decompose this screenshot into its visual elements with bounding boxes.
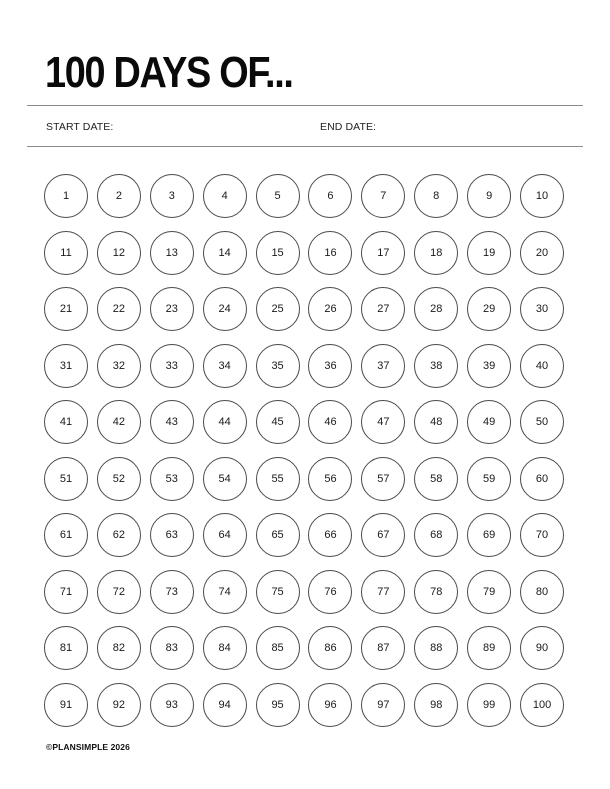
day-number: 39 (483, 359, 496, 372)
day-circle[interactable] (97, 231, 141, 275)
day-number: 78 (430, 585, 443, 598)
day-number: 95 (271, 698, 284, 711)
day-number: 66 (324, 529, 337, 541)
day-number: 90 (535, 642, 549, 654)
day-circle[interactable] (44, 457, 88, 501)
day-number: 7 (380, 190, 387, 202)
day-circle[interactable] (203, 513, 247, 557)
day-circle[interactable] (308, 513, 352, 557)
day-number: 60 (535, 472, 549, 485)
day-number: 57 (377, 472, 390, 485)
day-circle[interactable] (520, 344, 564, 388)
top-divider (27, 105, 583, 106)
day-number: 14 (218, 246, 231, 259)
day-number: 1 (62, 190, 70, 202)
day-number: 51 (59, 472, 73, 485)
day-number: 97 (377, 698, 390, 711)
day-circle[interactable] (97, 570, 141, 614)
day-number: 36 (324, 359, 337, 372)
day-circle[interactable] (308, 626, 352, 670)
day-circle[interactable] (520, 683, 564, 727)
day-circle[interactable] (150, 174, 194, 218)
day-number: 25 (271, 303, 284, 315)
day-number: 45 (271, 416, 284, 428)
day-circle[interactable] (414, 626, 458, 670)
day-circle[interactable] (467, 174, 511, 218)
day-circle[interactable] (414, 400, 458, 444)
day-circle[interactable] (308, 344, 352, 388)
day-number: 34 (218, 359, 231, 372)
day-circle[interactable] (308, 400, 352, 444)
day-number: 72 (112, 585, 126, 598)
day-number: 79 (483, 585, 496, 598)
day-number: 70 (535, 529, 549, 541)
day-number: 30 (535, 303, 549, 315)
day-number: 68 (430, 529, 443, 541)
end-date-label: END DATE: (320, 121, 377, 133)
day-number: 100 (532, 698, 552, 711)
day-circle[interactable] (203, 457, 247, 501)
day-number: 46 (324, 416, 337, 428)
day-circle[interactable] (97, 344, 141, 388)
day-circle[interactable] (414, 513, 458, 557)
day-number: 69 (483, 529, 496, 541)
page-title: 100 DAYS OF... (45, 48, 293, 97)
day-circle[interactable] (44, 513, 88, 557)
day-number: 9 (486, 190, 493, 202)
day-circle[interactable] (97, 457, 141, 501)
day-number: 10 (535, 190, 549, 202)
day-number: 24 (218, 303, 231, 315)
day-number: 29 (483, 303, 496, 315)
day-circle[interactable] (361, 570, 405, 614)
day-number: 56 (324, 472, 337, 485)
day-number: 15 (271, 246, 284, 259)
day-number: 40 (535, 359, 549, 372)
day-circle[interactable] (520, 174, 564, 218)
day-circle[interactable] (308, 457, 352, 501)
day-number: 99 (483, 698, 496, 711)
day-circle[interactable] (414, 570, 458, 614)
day-circle[interactable] (520, 570, 564, 614)
day-number: 62 (112, 529, 126, 541)
day-circle[interactable] (414, 683, 458, 727)
day-circle[interactable] (150, 626, 194, 670)
day-number: 75 (271, 585, 284, 598)
day-number: 82 (112, 642, 126, 654)
day-number: 92 (112, 698, 126, 711)
day-number: 81 (59, 642, 73, 654)
day-circle[interactable] (150, 457, 194, 501)
day-number: 19 (483, 246, 496, 259)
day-circle[interactable] (44, 287, 88, 331)
day-circle[interactable] (203, 683, 247, 727)
day-number: 96 (324, 698, 337, 711)
day-number: 20 (535, 246, 549, 259)
day-number: 84 (218, 642, 231, 654)
day-circle[interactable] (361, 457, 405, 501)
day-circle[interactable] (361, 174, 405, 218)
day-circle[interactable] (520, 231, 564, 275)
day-number: 54 (218, 472, 231, 485)
day-number: 94 (218, 698, 231, 711)
day-number: 17 (377, 246, 390, 259)
day-circle[interactable] (467, 626, 511, 670)
day-number: 74 (218, 585, 231, 598)
day-number: 28 (430, 303, 443, 315)
day-number: 11 (60, 246, 72, 259)
day-number: 86 (324, 642, 337, 654)
day-number: 98 (430, 698, 443, 711)
day-circle[interactable] (256, 287, 300, 331)
day-number: 91 (59, 698, 73, 711)
day-circle[interactable] (520, 287, 564, 331)
day-circle[interactable] (467, 287, 511, 331)
day-number: 67 (377, 529, 390, 541)
day-circle[interactable] (520, 457, 564, 501)
day-circle[interactable] (203, 174, 247, 218)
day-number: 37 (377, 359, 390, 372)
day-number: 16 (324, 246, 337, 259)
copyright-footer: ©PLANSIMPLE 2026 (46, 742, 130, 752)
start-date-label: START DATE: (46, 121, 114, 133)
day-number: 13 (165, 246, 178, 259)
day-circle[interactable] (414, 174, 458, 218)
day-circle[interactable] (361, 626, 405, 670)
day-circle[interactable] (203, 287, 247, 331)
day-circle[interactable] (44, 344, 88, 388)
day-number: 55 (271, 472, 284, 485)
day-circle[interactable] (150, 513, 194, 557)
day-circle[interactable] (256, 174, 300, 218)
day-circle[interactable] (97, 287, 141, 331)
day-number: 52 (112, 472, 126, 485)
day-number: 23 (165, 303, 178, 315)
day-circle[interactable] (520, 400, 564, 444)
day-number: 71 (59, 585, 73, 598)
day-number: 76 (324, 585, 337, 598)
day-circle[interactable] (44, 231, 88, 275)
day-circle[interactable] (256, 683, 300, 727)
day-number: 27 (377, 303, 390, 315)
day-circle[interactable] (203, 570, 247, 614)
day-circle[interactable] (97, 626, 141, 670)
day-circle[interactable] (150, 287, 194, 331)
day-number: 64 (218, 529, 231, 541)
day-circle[interactable] (203, 626, 247, 670)
day-number: 4 (221, 190, 228, 202)
day-circle[interactable] (256, 570, 300, 614)
day-number: 77 (377, 585, 390, 598)
day-circle[interactable] (203, 231, 247, 275)
day-circle[interactable] (467, 513, 511, 557)
day-number: 58 (430, 472, 443, 485)
day-circle[interactable] (44, 683, 88, 727)
day-circle[interactable] (150, 344, 194, 388)
day-number: 44 (218, 416, 231, 428)
day-circle[interactable] (256, 457, 300, 501)
day-circle[interactable] (308, 683, 352, 727)
day-circle[interactable] (44, 626, 88, 670)
day-number: 59 (483, 472, 496, 485)
day-circle[interactable] (308, 174, 352, 218)
day-circle[interactable] (44, 174, 88, 218)
day-number: 32 (112, 359, 126, 372)
day-number: 6 (327, 190, 334, 202)
day-circle[interactable] (520, 626, 564, 670)
day-circle[interactable] (150, 570, 194, 614)
day-circle[interactable] (361, 683, 405, 727)
day-circle[interactable] (44, 570, 88, 614)
day-circle[interactable] (467, 231, 511, 275)
day-circle[interactable] (97, 513, 141, 557)
day-tracker-grid (44, 174, 566, 727)
day-number: 3 (168, 190, 175, 202)
day-number: 2 (115, 190, 122, 202)
day-circle[interactable] (44, 400, 88, 444)
day-number: 83 (165, 642, 178, 654)
day-circle[interactable] (361, 400, 405, 444)
day-circle[interactable] (414, 287, 458, 331)
day-number: 21 (59, 303, 73, 315)
day-circle[interactable] (150, 683, 194, 727)
day-circle[interactable] (361, 513, 405, 557)
day-number: 33 (165, 359, 178, 372)
day-circle[interactable] (256, 231, 300, 275)
day-number: 41 (59, 416, 73, 428)
day-circle[interactable] (414, 231, 458, 275)
day-circle[interactable] (150, 231, 194, 275)
day-number: 22 (112, 303, 126, 315)
day-circle[interactable] (308, 287, 352, 331)
day-number: 89 (483, 642, 496, 654)
day-number: 38 (430, 359, 443, 372)
day-circle[interactable] (361, 231, 405, 275)
day-circle[interactable] (467, 683, 511, 727)
day-circle[interactable] (414, 344, 458, 388)
day-circle[interactable] (361, 344, 405, 388)
day-circle[interactable] (97, 683, 141, 727)
day-circle[interactable] (203, 344, 247, 388)
bottom-divider (27, 146, 583, 147)
day-number: 85 (271, 642, 284, 654)
day-circle[interactable] (520, 513, 564, 557)
day-number: 31 (59, 359, 73, 372)
day-circle[interactable] (203, 400, 247, 444)
day-circle[interactable] (97, 174, 141, 218)
day-circle[interactable] (97, 400, 141, 444)
day-number: 8 (433, 190, 440, 202)
day-number: 18 (430, 246, 443, 259)
day-circle[interactable] (150, 400, 194, 444)
day-number: 12 (112, 246, 126, 259)
day-number: 73 (165, 585, 178, 598)
day-circle[interactable] (256, 513, 300, 557)
day-circle[interactable] (414, 457, 458, 501)
day-number: 43 (165, 416, 178, 428)
day-number: 49 (483, 416, 496, 428)
day-number: 80 (535, 585, 549, 598)
day-number: 63 (165, 529, 178, 541)
day-circle[interactable] (467, 400, 511, 444)
day-circle[interactable] (256, 626, 300, 670)
day-number: 47 (377, 416, 390, 428)
day-number: 26 (324, 303, 337, 315)
day-number: 93 (165, 698, 178, 711)
day-circle[interactable] (361, 287, 405, 331)
day-number: 61 (59, 529, 73, 541)
day-number: 65 (271, 529, 284, 541)
day-circle[interactable] (467, 457, 511, 501)
day-number: 35 (271, 359, 284, 372)
day-circle[interactable] (256, 344, 300, 388)
day-number: 48 (430, 416, 443, 428)
day-number: 5 (274, 190, 281, 202)
day-number: 88 (430, 642, 443, 654)
day-number: 53 (165, 472, 178, 485)
day-circle[interactable] (308, 231, 352, 275)
day-number: 87 (377, 642, 390, 654)
day-circle[interactable] (256, 400, 300, 444)
day-number: 50 (535, 416, 549, 428)
day-circle[interactable] (467, 570, 511, 614)
day-circle[interactable] (467, 344, 511, 388)
day-number: 42 (112, 416, 126, 428)
day-circle[interactable] (308, 570, 352, 614)
